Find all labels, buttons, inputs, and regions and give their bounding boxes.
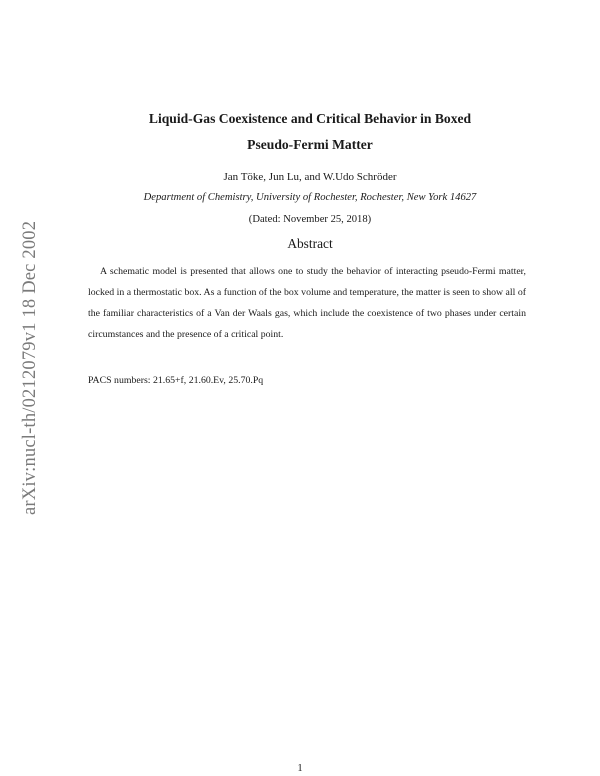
- paper-title-line-1: Liquid-Gas Coexistence and Critical Behavior in Boxed: [148, 111, 472, 126]
- date-line: (Dated: November 25, 2018): [248, 214, 372, 225]
- author-list: Jan Töke, Jun Lu, and W.Udo Schröder: [223, 171, 397, 183]
- arxiv-identifier-stamp: [12, 205, 48, 515]
- page-number: 1: [297, 763, 303, 774]
- abstract-heading: Abstract: [287, 236, 333, 251]
- abstract-body: A schematic model is presented that allows one to study the behavior of interacting pseudo-Fermi matter, locked in a thermostatic box. As a function of the box volume and temperature, the matter is seen to show all of the familiar characteristics of a Van der Waals gas, which include the coexistence of two phases under certain circumstances and the presence of a critical point.: [88, 266, 526, 340]
- author-affiliation: Department of Chemistry, University of Rochester, Rochester, New York 14627: [143, 192, 477, 203]
- paper-title-line-2: Pseudo-Fermi Matter: [247, 137, 373, 152]
- arxiv-identifier-text: arXiv:nucl-th/0212079v1 18 Dec 2002: [20, 220, 40, 515]
- pacs-numbers: PACS numbers: 21.65+f, 21.60.Ev, 25.70.Pq: [88, 375, 264, 386]
